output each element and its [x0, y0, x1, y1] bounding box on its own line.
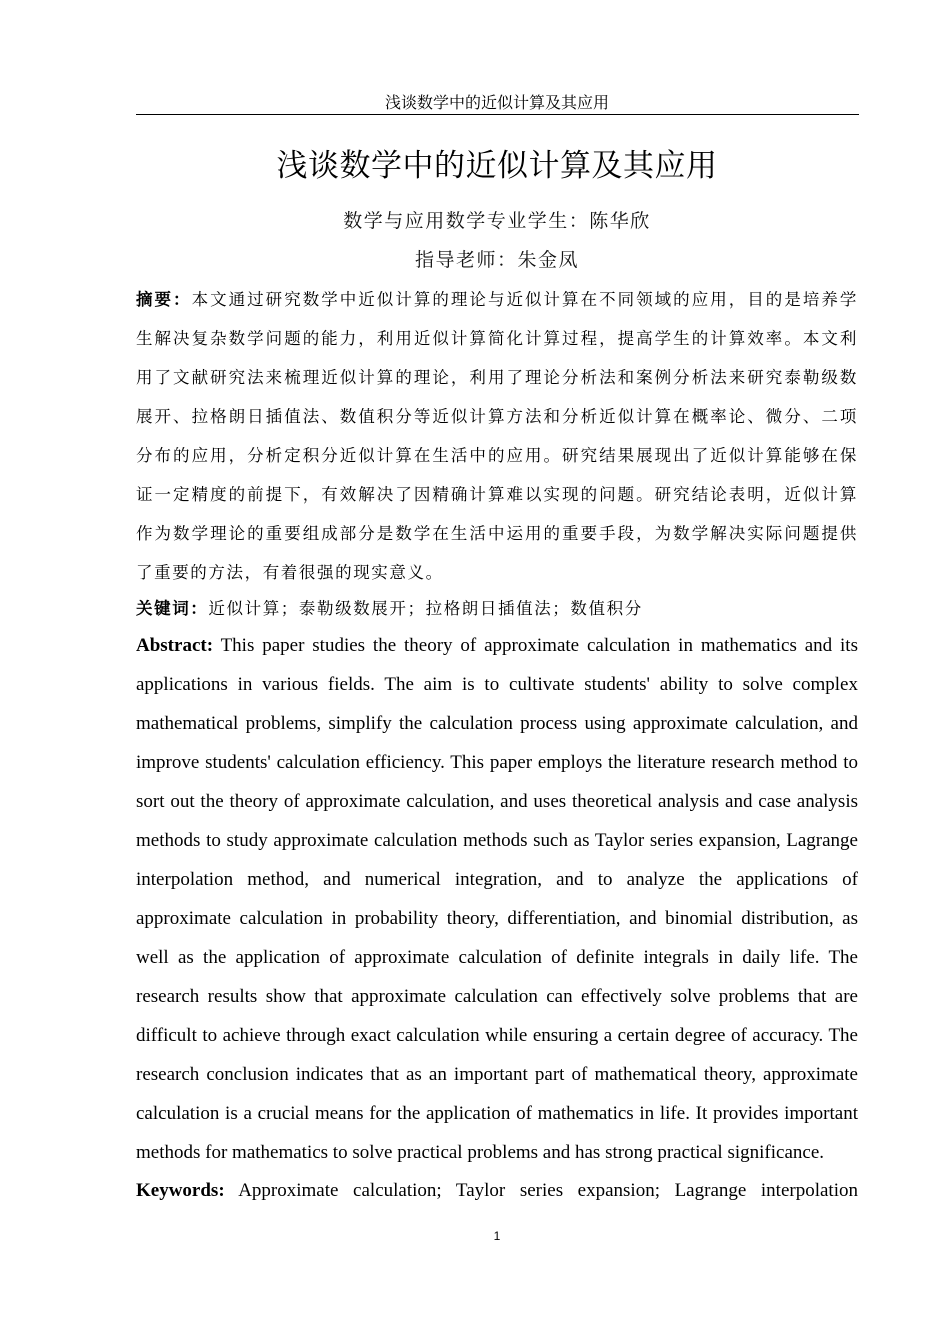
advisor-author: 指导老师：朱金凤	[414, 249, 579, 271]
chinese-abstract-label: 摘要：	[136, 290, 192, 309]
english-keywords-text: Approximate calculation; Taylor series expansion; Lagrange interpolation	[238, 1180, 858, 1201]
header-rule	[136, 114, 859, 115]
chinese-keywords-label: 关键词：	[136, 599, 209, 618]
page-number: 1	[493, 1229, 501, 1243]
english-abstract	[136, 626, 858, 1172]
english-abstract-label: Abstract:	[136, 635, 214, 656]
chinese-abstract	[136, 280, 858, 592]
english-abstract-text: This paper studies the theory of approximate calculation in mathematics and its applications in various fields. The aim is to cultivate students' ability to solve complex mathematical problems, simplify the calculation process using approximate calculation, and improve students' calculation efficiency. This paper employs the literature research method to sort out the theory of approximate calculation, and uses theoretical analysis and case analysis methods to study approximate calculation methods such as Taylor series expansion, Lagrange interpolation method, and numerical integration, and to analyze the applications of approximate calculation in probability theory, differentiation, and binomial distribution, as well as the application of approximate calculation of definite integrals in daily life. The research results show that approximate calculation can effectively solve problems that are difficult to achieve through exact calculation while ensuring a certain degree of accuracy. The research conclusion indicates that as an important part of mathematical theory, approximate calculation is a crucial means for the application of mathematics in life. It provides important methods for mathematics to solve practical problems and has strong practical significance.	[136, 635, 858, 1163]
english-keywords	[136, 1171, 858, 1210]
english-keywords-label: Keywords:	[136, 1180, 225, 1201]
paper-title: 浅谈数学中的近似计算及其应用	[276, 148, 718, 184]
chinese-abstract-text: 本文通过研究数学中近似计算的理论与近似计算在不同领域的应用，目的是培养学生解决复杂数学问题的能力，利用近似计算简化计算过程，提高学生的计算效率。本文利用了文献研究法来梳理近似计算的理论，利用了理论分析法和案例分析法来研究泰勒级数展开、拉格朗日插值法、数值积分等近似计算方法和分析近似计算在概率论、微分、二项分布的应用，分析定积分近似计算在生活中的应用。研究结果展现出了近似计算能够在保证一定精度的前提下，有效解决了因精确计算难以实现的问题。研究结论表明，近似计算作为数学理论的重要组成部分是数学在生活中运用的重要手段，为数学解决实际问题提供了重要的方法，有着很强的现实意义。	[136, 290, 858, 582]
chinese-keywords	[136, 589, 858, 628]
chinese-keywords-text: 近似计算；泰勒级数展开；拉格朗日插值法；数值积分	[208, 599, 643, 618]
running-header: 浅谈数学中的近似计算及其应用	[384, 93, 609, 112]
student-author: 数学与应用数学专业学生：陈华欣	[343, 210, 651, 232]
